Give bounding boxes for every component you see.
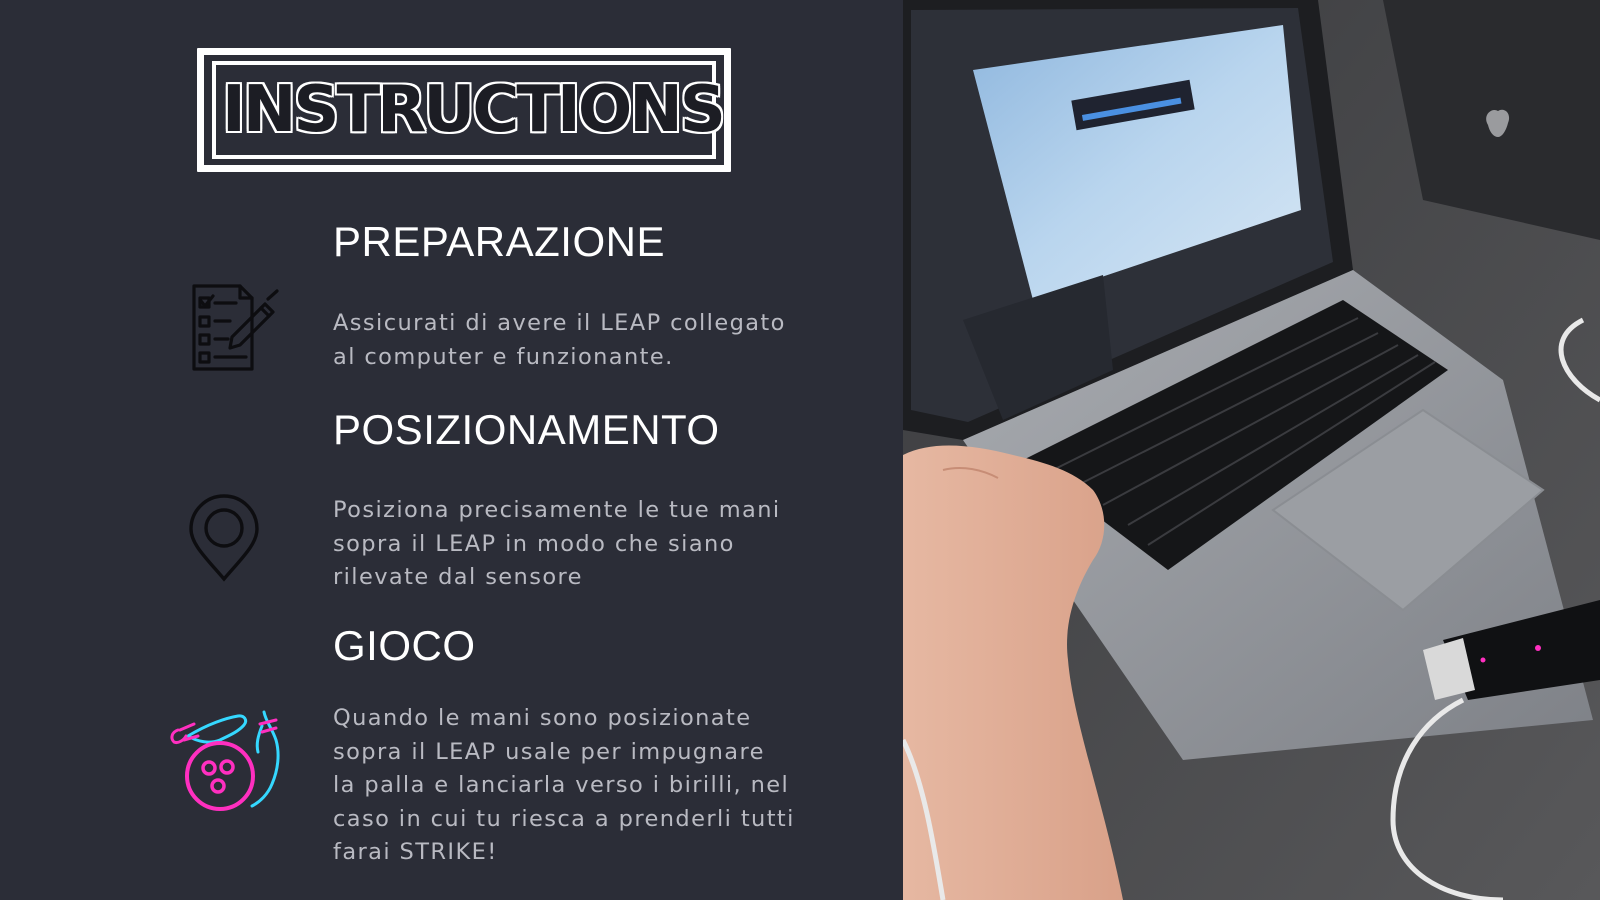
text-line: Assicurati di avere il LEAP collegato <box>333 310 786 336</box>
text-line: sopra il LEAP in modo che siano <box>333 530 735 557</box>
heading-preparazione: PREPARAZIONE <box>333 218 665 265</box>
text-line: Quando le mani sono posizionate <box>333 705 752 731</box>
title-inner-frame <box>212 61 723 159</box>
heading-gioco: GIOCO <box>333 622 476 669</box>
text-line: sopra il LEAP usale per impugnare <box>333 738 765 765</box>
paragraph-posizionamento <box>333 494 813 595</box>
heading-posizionamento: POSIZIONAMENTO <box>333 406 720 453</box>
text-line: caso in cui tu riesca a prenderli tutti <box>333 805 795 832</box>
page-title: INSTRUCTIONS <box>222 73 723 147</box>
location-pin-icon <box>188 494 260 582</box>
text-line: rilevate dal sensore <box>333 564 583 590</box>
laptop-photo <box>903 0 1600 900</box>
laptop-photo-illustration <box>903 0 1600 900</box>
title-frame <box>197 48 731 172</box>
bowling-neon-icon <box>168 710 286 814</box>
text-line: farai STRIKE! <box>333 839 498 865</box>
text-line: Posiziona precisamente le tue mani <box>333 497 781 523</box>
text-line: la palla e lanciarla verso i birilli, nel <box>333 772 790 798</box>
paragraph-gioco <box>333 702 813 870</box>
paragraph-preparazione <box>333 307 813 374</box>
text-line: al computer e funzionante. <box>333 343 674 370</box>
checklist-icon <box>188 283 280 373</box>
